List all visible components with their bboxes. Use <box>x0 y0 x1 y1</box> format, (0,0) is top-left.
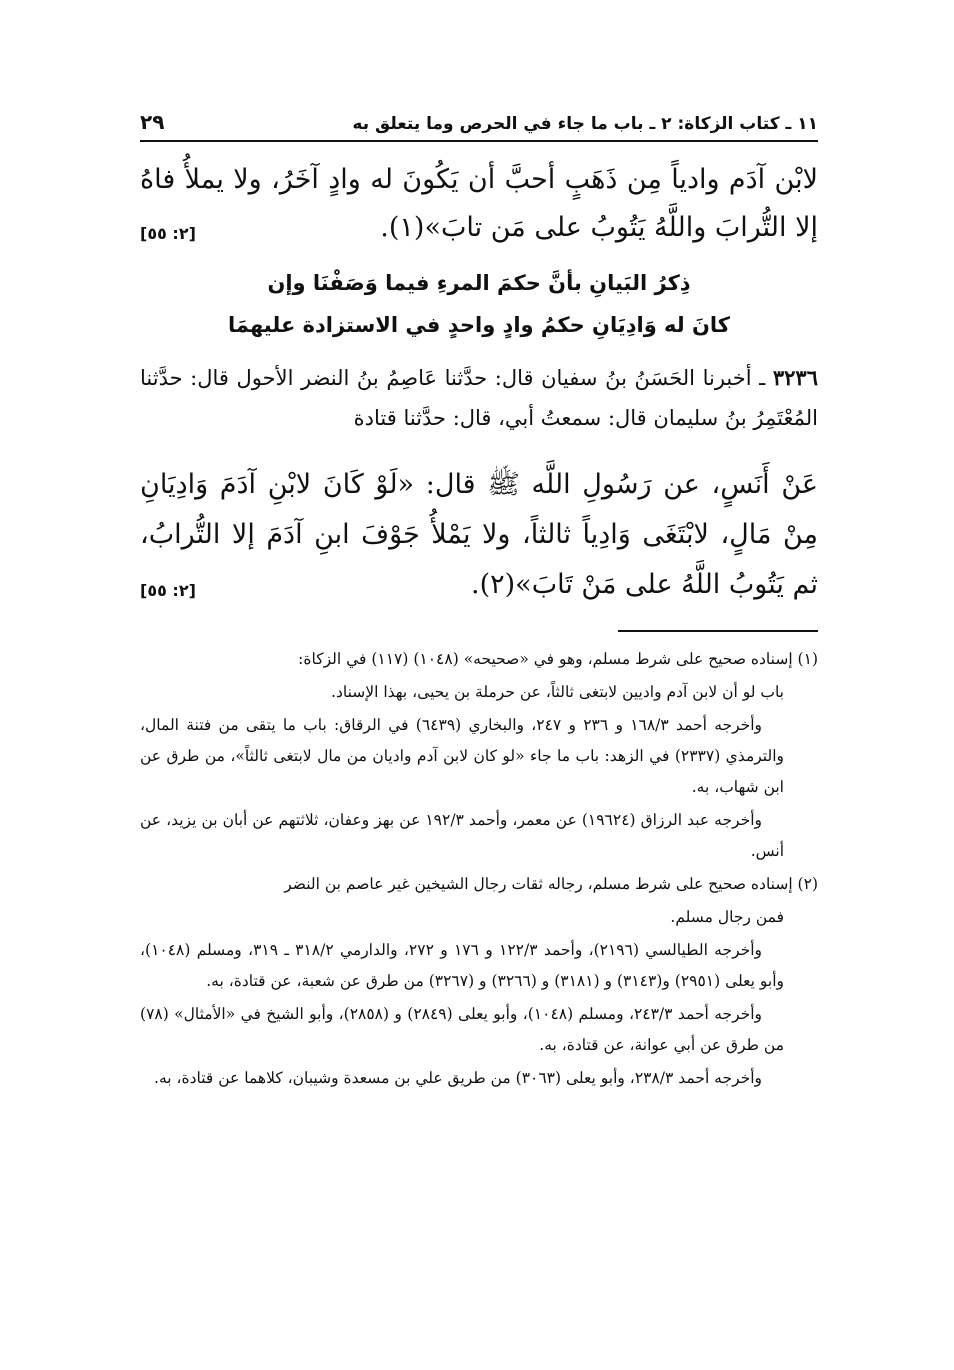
footnote-line: وأخرجه عبد الرزاق (١٩٦٢٤) عن معمر، وأحمد ١٩٢/٣ عن بهز وعفان، ثلاثتهم عن أبان بن يزيد، عن أنس. <box>140 811 784 860</box>
footnote-line: فمن رجال مسلم. <box>670 908 784 926</box>
footnote-line: (٢) إسناده صحيح على شرط مسلم، رجاله ثقات رجال الشيخين غير عاصم بن النضر <box>284 875 818 893</box>
footnote-line: وأخرجه أحمد ١٦٨/٣ و ٢٣٦ و ٢٤٧، والبخاري (٦٤٣٩) في الرقاق: باب ما يتقى من فتنة المال، والترمذي (٢٣٣٧) في الزهد: باب ما جاء «لو كان لابن آدم واديان من مال لابتغى ثالثاً»، من طرق عن ابن شهاب، به. <box>140 716 784 796</box>
previous-hadith-body: لابْن آدَم وادياً مِن ذَهَبٍ أحبَّ أن يَكُونَ له وادٍ آخَرُ، ولا يملأُ فاهُ إلا التُّرابَ واللَّهُ يَتُوبُ على مَن تابَ»(١). <box>140 164 818 243</box>
previous-hadith-reference: [٢: ٥٥] <box>140 224 196 243</box>
footnote-line: (١) إسناده صحيح على شرط مسلم، وهو في «صحيحه» (١٠٤٨) (١١٧) في الزكاة: <box>298 650 818 668</box>
section-heading-line1: ذِكرُ البَيانِ بأنَّ حكمَ المرءِ فيما وَصَفْنَا وإن <box>267 271 691 295</box>
hadith-number: ٣٢٣٦ <box>772 365 818 390</box>
isnad-text: ـ أخبرنا الحَسَنُ بنُ سفيان قال: حدَّثنا عَاصِمُ بنُ النضر الأحول قال: حدَّثنا المُعْتَمِرُ بنُ سليمان قال: سمعتُ أبي، قال: حدَّثنا قتادة <box>140 366 818 430</box>
matn-text: عَنْ أَنَسٍ، عن رَسُولِ اللَّه ﷺ قال: «لَوْ كَانَ لابْنِ آدَمَ وَادِيَانِ مِنْ مَالٍ، لابْتَغَى وَادِياً ثالثاً، ولا يَمْلأُ جَوْفَ ابنِ آدَمَ إلا التُّرابُ، ثم يَتُوبُ اللَّهُ على مَنْ تَابَ»(٢). <box>140 469 818 600</box>
footnote-line: وأخرجه الطيالسي (٢١٩٦)، وأحمد ١٢٢/٣ و ١٧٦ و ٢٧٢، والدارمي ٣١٨/٢ ـ ٣١٩، ومسلم (١٠٤٨)، وأبو يعلى (٢٩٥١) و(٣١٤٣) و (٣١٨١) و (٣٢٦٦) و (٣٢٦٧) من طرق عن شعبة، عن قتادة، به. <box>140 941 784 990</box>
footnote-line: وأخرجه أحمد ٢٤٣/٣، ومسلم (١٠٤٨)، وأبو يعلى (٢٨٤٩) و (٢٨٥٨)، وأبو الشيخ في «الأمثال» (٧٨) من طرق عن أبي عوانة، عن قتادة، به. <box>140 1005 784 1054</box>
hadith-matn <box>140 460 818 610</box>
footnote-separator <box>618 630 818 632</box>
previous-hadith-text <box>140 156 818 252</box>
footnotes <box>140 644 818 1094</box>
page-number: ٢٩ <box>140 110 165 134</box>
hadith-isnad <box>140 358 818 438</box>
section-heading-line2: كانَ له وَادِيَانِ حكمُ وادٍ واحدٍ في الاستزادة عليهمَا <box>227 313 731 337</box>
section-heading <box>140 262 818 346</box>
footnote-line: باب لو أن لابن آدم واديين لابتغى ثالثاً، عن حرملة بن يحيى، بهذا الإسناد. <box>331 683 784 701</box>
running-header <box>140 110 818 142</box>
footnote-line: وأخرجه أحمد ٢٣٨/٣، وأبو يعلى (٣٠٦٣) من طريق علي بن مسعدة وشيبان، كلاهما عن قتادة، به. <box>154 1069 762 1087</box>
hadith-reference: [٢: ٥٥] <box>140 581 196 600</box>
book-page <box>140 110 818 1096</box>
running-title: ١١ ـ كتاب الزكاة: ٢ ـ باب ما جاء في الحرص وما يتعلق به <box>352 114 818 134</box>
